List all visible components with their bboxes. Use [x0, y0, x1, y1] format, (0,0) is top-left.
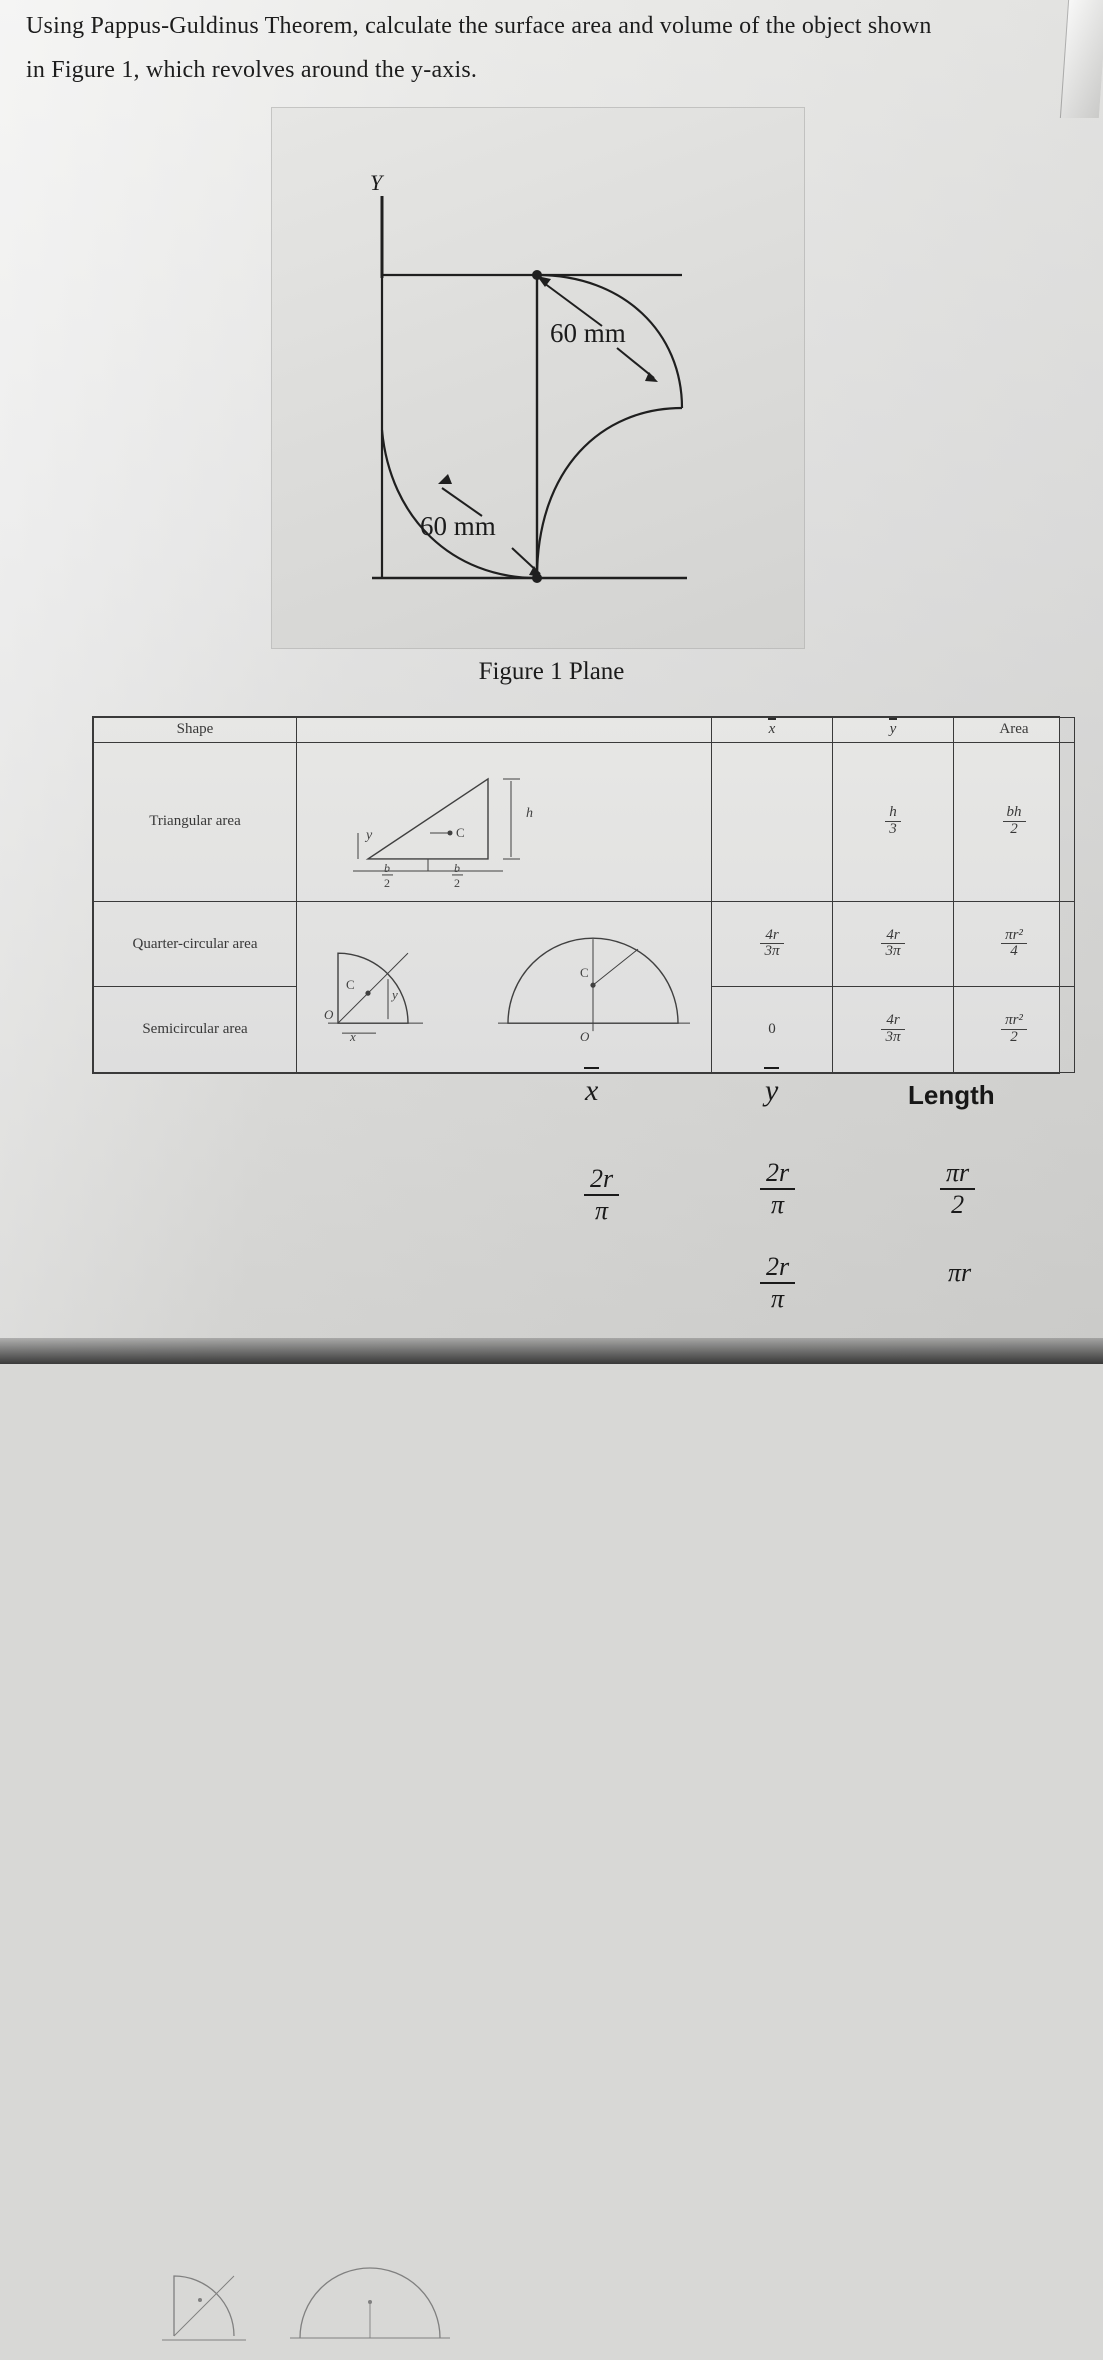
line-centroid-fragment: [0, 1060, 1103, 1360]
row-diagram-circles: [297, 901, 712, 1072]
page-edge-highlight: [1060, 0, 1103, 118]
cell-ybar-triangular: $\frac{h}{3}$: [833, 742, 954, 901]
svg-text:C: C: [346, 977, 355, 993]
figure-1-photo: [272, 108, 804, 648]
header-ybar: y: [833, 718, 954, 743]
header-area: Area: [954, 718, 1075, 743]
fragment-arc-diagrams: [150, 2250, 450, 2360]
fragment-header-ybar: y: [765, 1074, 779, 1107]
svg-text:2: 2: [454, 876, 460, 891]
header-figure: [297, 718, 712, 743]
fragment-row2-length: πr: [948, 1258, 972, 1287]
table-header-row: [94, 718, 1075, 743]
cell-xbar-quarter: $\frac{4r}{3\pi}$: [712, 901, 833, 987]
table-row: [94, 901, 1075, 987]
centroid-reference-table: [92, 716, 1060, 1074]
header-xbar: x: [712, 718, 833, 743]
question-line-2: in Figure 1, which revolves around the y-axis.: [26, 57, 478, 83]
svg-text:2: 2: [384, 876, 390, 891]
question-text: [26, 4, 1066, 92]
figure-axis-label: Y: [370, 170, 383, 195]
cell-area-semicircular: $\frac{\text{πr²}}{2}$: [954, 987, 1075, 1073]
fragment-row1-length: $\frac{\pi r}{2}$: [940, 1158, 975, 1220]
cell-area-quarter: $\frac{\text{πr²}}{4}$: [954, 901, 1075, 987]
cell-ybar-quarter: $\frac{4r}{3\pi}$: [833, 901, 954, 987]
svg-text:y: y: [392, 987, 398, 1003]
svg-text:O: O: [324, 1007, 334, 1023]
cell-xbar-triangular: [712, 742, 833, 901]
fragment-header-length: Length: [908, 1080, 995, 1110]
triangle-diagram: [298, 741, 710, 897]
svg-text:h: h: [526, 806, 533, 822]
question-line-1: Using Pappus-Guldinus Theorem, calculate the surface area and volume of the object shown: [26, 13, 932, 39]
fragment-row2-ybar: $\frac{2r}{\pi}$: [760, 1252, 795, 1314]
cell-xbar-semicircular: 0: [712, 987, 833, 1073]
fragment-header-xbar: x: [585, 1074, 599, 1107]
cell-ybar-semicircular: $\frac{4r}{3\pi}$: [833, 987, 954, 1073]
figure-caption: Figure 1 Plane: [478, 658, 625, 685]
row-diagram-triangular: [297, 742, 712, 901]
row-label-triangular: Triangular area: [94, 742, 297, 901]
svg-text:b: b: [384, 861, 390, 876]
svg-text:y: y: [366, 828, 373, 844]
fragment-row1-xbar: $\frac{2r}{\pi}$: [584, 1164, 619, 1226]
svg-text:C: C: [456, 825, 465, 841]
svg-text:b: b: [454, 861, 460, 876]
figure-1-drawing: [272, 108, 804, 648]
header-shape: Shape: [94, 718, 297, 743]
fragment-row1-ybar: $\frac{2r}{\pi}$: [760, 1158, 795, 1220]
quarter-and-semicircle-diagram: [298, 900, 710, 1068]
svg-text:x: x: [350, 1029, 356, 1045]
figure-dimension-horizontal: 60 mm: [420, 511, 496, 541]
row-label-semicircular: Semicircular area: [94, 987, 297, 1073]
svg-text:C: C: [580, 965, 589, 981]
row-label-quarter-circular: Quarter-circular area: [94, 901, 297, 987]
cell-area-triangular: $\frac{bh}{2}$: [954, 742, 1075, 901]
figure-dimension-vertical: 60 mm: [550, 318, 626, 348]
table-row: [94, 742, 1075, 901]
svg-text:O: O: [580, 1029, 590, 1045]
